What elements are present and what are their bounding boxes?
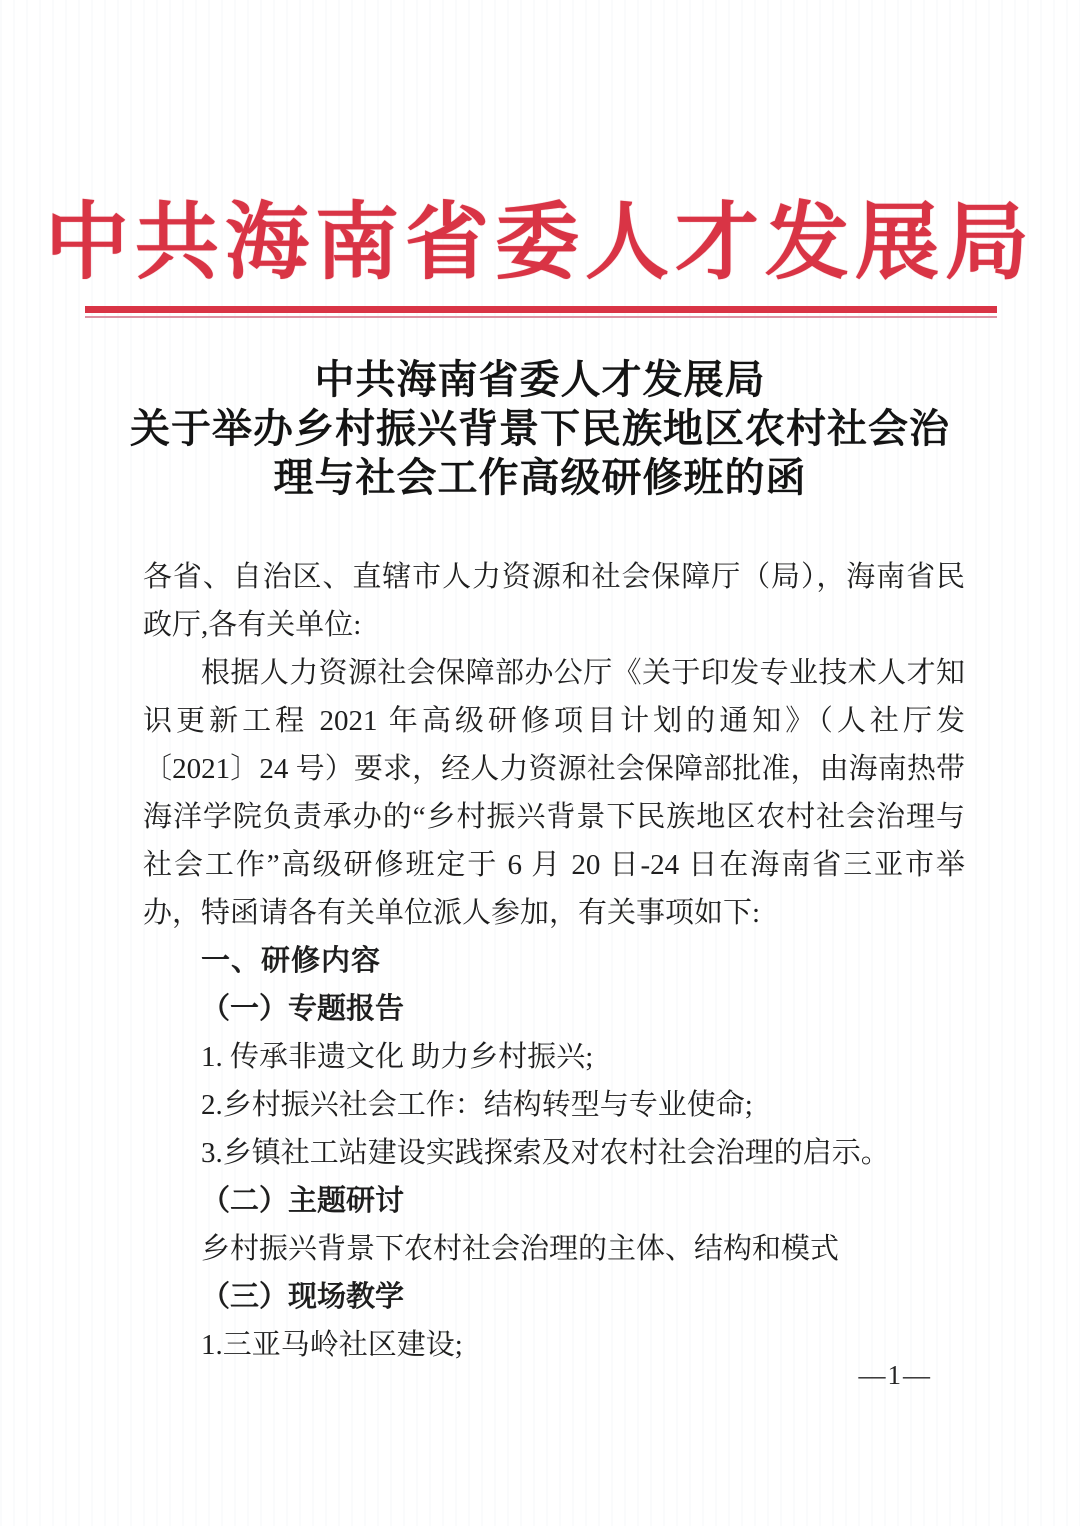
red-rule-thick [85,306,997,313]
body-block-item: 1. 传承非遗文化 助力乡村振兴; [201,1041,594,1073]
page-number: —1— [858,1360,932,1390]
title-line-2: 关于举办乡村振兴背景下民族地区农村社会治 [130,407,950,451]
body-block-heading2: （三）现场教学 [201,1281,405,1313]
body-block-heading2: （一）专题报告 [201,993,405,1025]
body-block-salutation: 各省、自治区、直辖市人力资源和社会保障厅（局），海南省民政厅,各有关单位: [143,561,965,641]
masthead-title: 中共海南省委人才发展局 [44,197,1035,290]
body-block-paragraph: 根据人力资源社会保障部办公厅《关于印发专业技术人才知识更新工程 2021 年高级研修项目计划的通知》（人社厅发〔2021〕24 号）要求，经人力资源社会保障部批准，由海南热带海洋学院负责承办的“乡村振兴背景下民族地区农村社会治理与社会工作”高级研修班定于 6 月 20 日-24 日在海南省三亚市举办，特函请各有关单位派人参加，有关事项如下: [143,657,965,929]
title-line-3: 理与社会工作高级研修班的函 [273,456,807,500]
title-line-1: 中共海南省委人才发展局 [314,358,766,402]
body-blocks [143,553,965,1369]
body-block-item: 2.乡村振兴社会工作：结构转型与专业使命; [201,1089,753,1121]
body-block-item: 3.乡镇社工站建设实践探索及对农村社会治理的启示。 [201,1137,890,1169]
body-block-heading2: （二）主题研讨 [201,1185,405,1217]
body-block-indent: 乡村振兴背景下农村社会治理的主体、结构和模式 [201,1233,840,1265]
red-rule-thin [85,316,997,318]
document-title [0,356,1080,503]
body-block-heading1: 一、研修内容 [201,945,382,977]
body-block-item: 1.三亚马岭社区建设; [201,1329,463,1361]
